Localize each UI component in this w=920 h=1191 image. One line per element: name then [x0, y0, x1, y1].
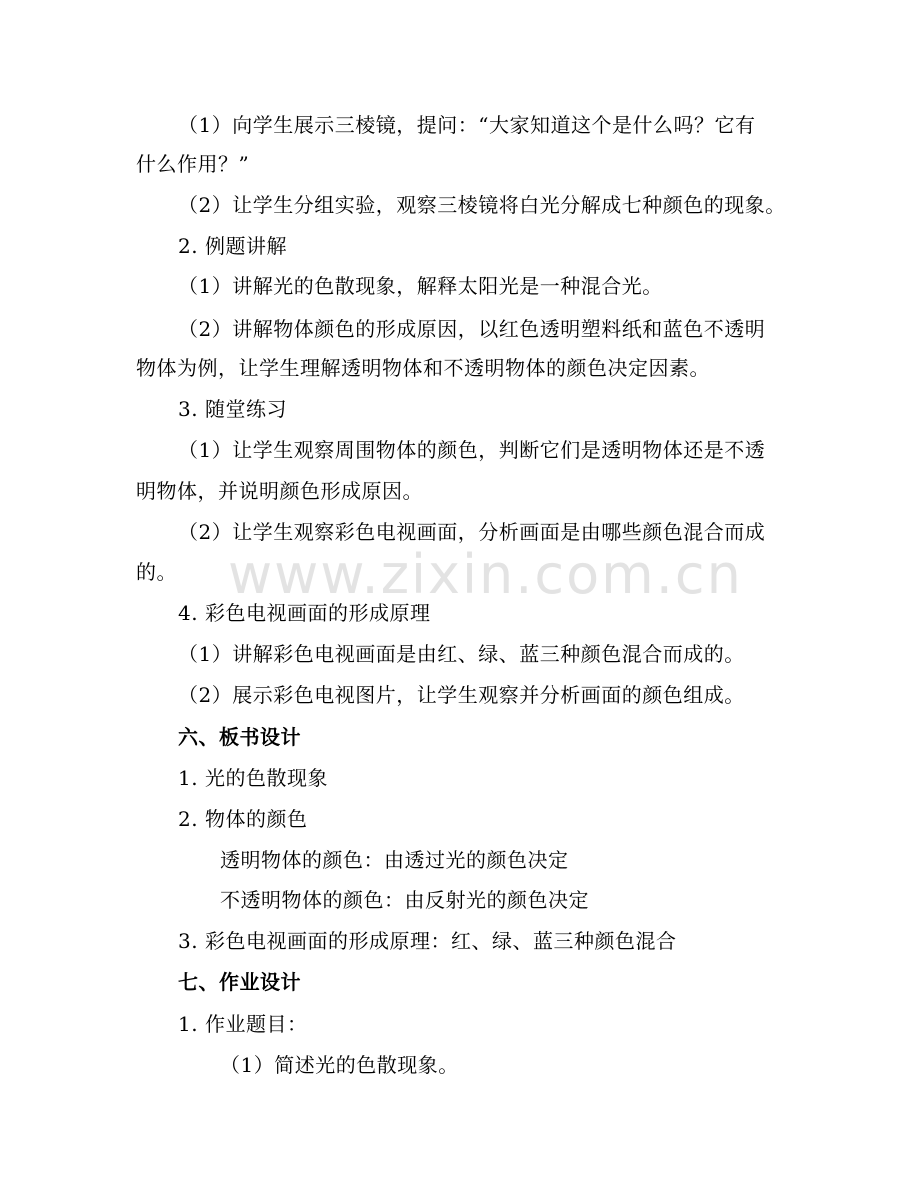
paragraph-line: 物体为例，让学生理解透明物体和不透明物体的颜色决定因素。: [136, 356, 710, 380]
paragraph-line: （2）讲解物体颜色的形成原因，以红色透明塑料纸和蓝色不透明: [178, 317, 766, 341]
section-item: 3. 随堂练习: [178, 397, 287, 421]
paragraph-line: （1）向学生展示三棱镜，提问：“大家知道这个是什么吗？它有: [178, 113, 756, 137]
watermark: www.zixin.com.cn: [228, 543, 743, 606]
paragraph-line: 什么作用？”: [136, 152, 250, 176]
section-item: 1. 作业题目：: [178, 1012, 308, 1036]
section-item: 2. 例题讲解: [178, 234, 287, 258]
homework-item: （1）简述光的色散现象。: [220, 1053, 459, 1077]
section-heading: 六、板书设计: [178, 725, 301, 749]
paragraph-line: 明物体，并说明颜色形成原因。: [136, 479, 423, 503]
board-detail-line: 透明物体的颜色：由透过光的颜色决定: [220, 848, 569, 872]
section-heading: 七、作业设计: [178, 970, 301, 994]
paragraph-line: （2）展示彩色电视图片，让学生观察并分析画面的颜色组成。: [178, 683, 745, 707]
section-item: 4. 彩色电视画面的形成原理: [178, 601, 431, 625]
board-detail-line: 不透明物体的颜色：由反射光的颜色决定: [220, 888, 589, 912]
paragraph-line: （2）让学生观察彩色电视画面，分析画面是由哪些颜色混合而成: [178, 520, 766, 544]
section-item: 1. 光的色散现象: [178, 766, 328, 790]
paragraph-line: （2）让学生分组实验，观察三棱镜将白光分解成七种颜色的现象。: [178, 193, 786, 217]
paragraph-line: （1）讲解彩色电视画面是由红、绿、蓝三种颜色混合而成的。: [178, 642, 745, 666]
paragraph-line: （1）让学生观察周围物体的颜色，判断它们是透明物体还是不透: [178, 438, 766, 462]
paragraph-line: （1）讲解光的色散现象，解释太阳光是一种混合光。: [178, 274, 663, 298]
section-item: 3. 彩色电视画面的形成原理：红、绿、蓝三种颜色混合: [178, 929, 677, 953]
paragraph-line: 的。: [136, 560, 177, 584]
section-item: 2. 物体的颜色: [178, 807, 308, 831]
